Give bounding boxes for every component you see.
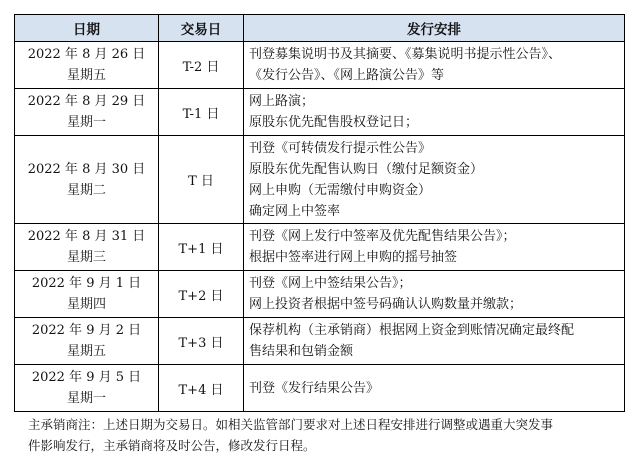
arrangement-line: 售结果和包销金额	[249, 344, 354, 359]
arrangement-cell	[244, 136, 625, 224]
arrangement-cell	[244, 89, 625, 136]
arrangement-line: 网上路演；	[249, 94, 315, 109]
trading-day-cell: T+2 日	[159, 271, 244, 318]
trading-day-cell: T+3 日	[159, 318, 244, 365]
date-cell	[15, 136, 159, 224]
date-cell	[15, 224, 159, 271]
date-text: 2022 年 9 月 5 日	[31, 370, 142, 385]
trading-day-cell: T+4 日	[159, 365, 244, 412]
date-text: 2022 年 8 月 31 日	[27, 229, 146, 244]
weekday-text: 星期五	[66, 344, 106, 359]
table-row	[15, 318, 625, 365]
weekday-text: 星期五	[66, 68, 106, 83]
arrangement-cell	[244, 42, 625, 89]
arrangement-line: 刊登《发行结果公告》	[249, 380, 380, 396]
arrangement-cell	[244, 224, 625, 271]
trading-day-cell: T+1 日	[159, 224, 244, 271]
date-cell	[15, 42, 159, 89]
date-text: 2022 年 8 月 29 日	[27, 94, 146, 109]
arrangement-line: 刊登《网上中签结果公告》；	[249, 276, 412, 291]
table-row	[15, 271, 625, 318]
header-trading-day: 交易日	[159, 15, 244, 42]
table-body	[15, 42, 625, 412]
arrangement-cell	[244, 365, 625, 412]
date-cell	[15, 271, 159, 318]
arrangement-line: 保荐机构（主承销商）根据网上资金到账情况确定最终配	[249, 323, 575, 338]
arrangement-line: 网上投资者根据中签号码确认认购数量并缴款；	[249, 297, 523, 312]
weekday-text: 星期一	[66, 115, 106, 130]
arrangement-line: 网上申购（无需缴付申购资金）	[249, 182, 432, 198]
date-text: 2022 年 8 月 26 日	[27, 47, 146, 62]
arrangement-line: 刊登《可转债发行提示性公告》	[249, 140, 432, 156]
footnote	[28, 414, 624, 456]
footnote-line: 件影响发行，主承销商将及时公告，修改发行日程。	[28, 438, 316, 453]
date-text: 2022 年 9 月 1 日	[31, 276, 142, 291]
table-row	[15, 136, 625, 224]
footnote-line: 主承销商注：上述日期为交易日。如相关监管部门要求对上述日程安排进行调整或遇重大突发事	[28, 417, 554, 432]
arrangement-cell	[244, 318, 625, 365]
header-date: 日期	[15, 15, 159, 42]
arrangement-line: 根据中签率进行网上申购的摇号抽签	[249, 250, 458, 265]
arrangement-cell	[244, 271, 625, 318]
trading-day-cell: T 日	[159, 136, 244, 224]
table-row	[15, 42, 625, 89]
date-cell	[15, 89, 159, 136]
date-text: 2022 年 8 月 30 日	[27, 161, 146, 177]
arrangement-line: 原股东优先配售认购日（缴付足额资金）	[249, 161, 484, 177]
date-cell	[15, 365, 159, 412]
arrangement-line: 《发行公告》、《网上路演公告》等	[249, 68, 445, 83]
arrangement-line: 原股东优先配售股权登记日；	[249, 115, 419, 130]
weekday-text: 星期二	[66, 182, 106, 198]
weekday-text: 星期四	[66, 297, 106, 312]
header-arrangement: 发行安排	[244, 15, 625, 42]
header-row	[15, 15, 625, 42]
issuance-schedule-table	[14, 14, 625, 412]
trading-day-cell: T-2 日	[159, 42, 244, 89]
arrangement-line: 刊登《网上发行中签率及优先配售结果公告》；	[249, 229, 516, 244]
arrangement-line: 刊登募集说明书及其摘要、《募集说明书提示性公告》、	[249, 47, 562, 62]
date-text: 2022 年 9 月 2 日	[31, 323, 142, 338]
table-row	[15, 365, 625, 412]
table-row	[15, 224, 625, 271]
date-cell	[15, 318, 159, 365]
arrangement-line: 确定网上中签率	[249, 203, 341, 219]
weekday-text: 星期一	[66, 391, 106, 406]
trading-day-cell: T-1 日	[159, 89, 244, 136]
table-row	[15, 89, 625, 136]
weekday-text: 星期三	[66, 250, 106, 265]
table-header	[15, 15, 625, 42]
